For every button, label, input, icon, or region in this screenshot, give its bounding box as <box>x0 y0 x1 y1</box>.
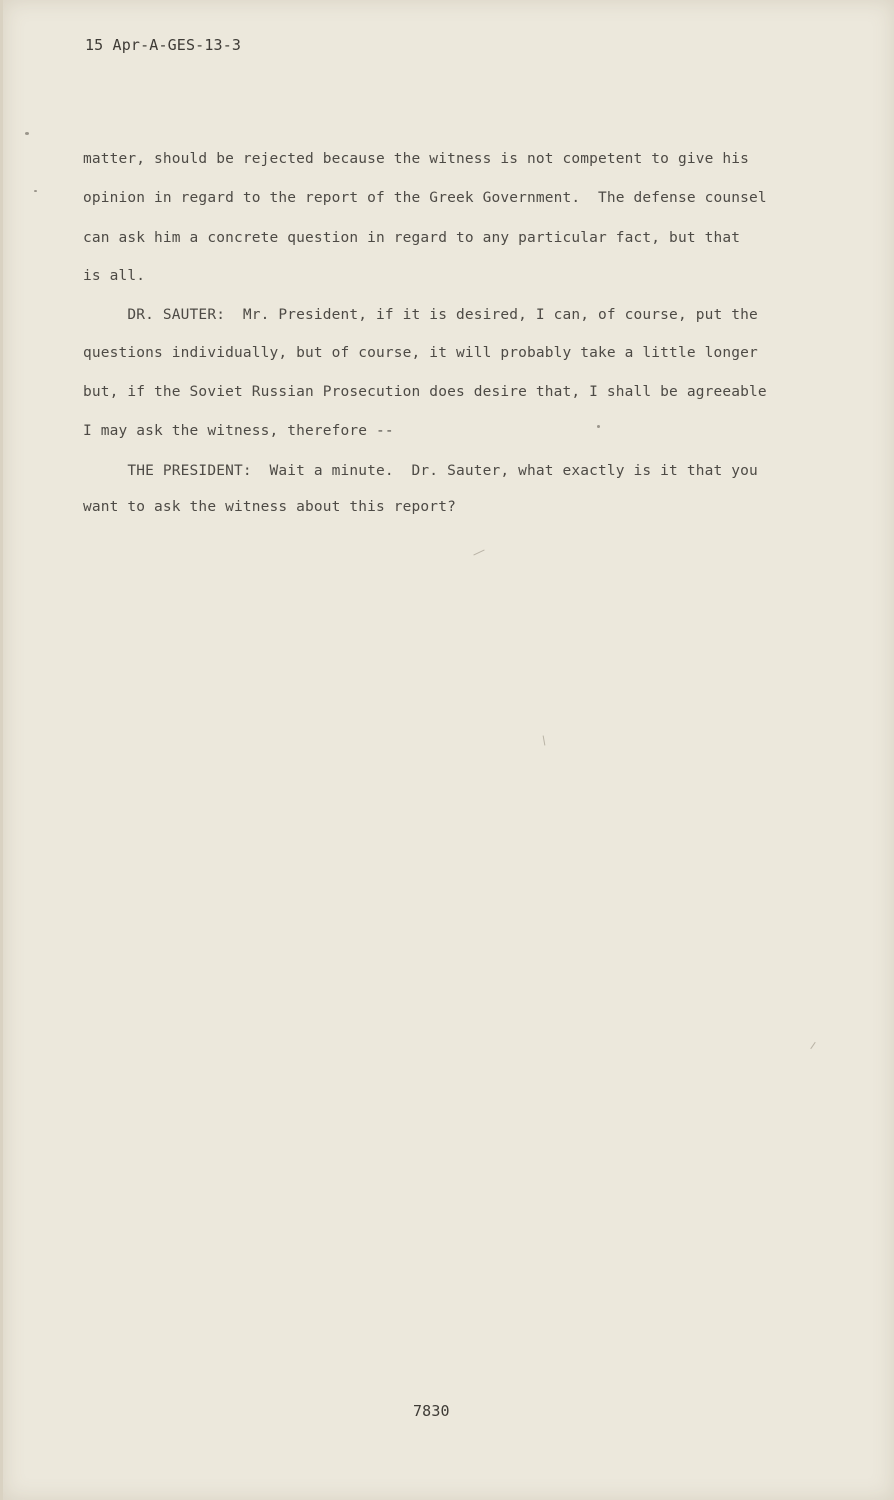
document-header: 15 Apr-A-GES-13-3 <box>85 36 242 54</box>
body-line-10: want to ask the witness about this report? <box>83 499 456 515</box>
body-line-4: is all. <box>83 268 146 284</box>
paper-speck <box>597 425 600 428</box>
body-line-6: questions individually, but of course, it will probably take a little longer <box>83 345 758 361</box>
paper-scratch <box>473 550 484 556</box>
paper-scratch <box>810 1042 815 1049</box>
body-line-9: THE PRESIDENT: Wait a minute. Dr. Sauter, what exactly is it that you <box>83 463 758 479</box>
paper-speck <box>25 132 29 135</box>
paper-speck <box>34 190 37 192</box>
body-line-5: DR. SAUTER: Mr. President, if it is desired, I can, of course, put the <box>83 307 758 323</box>
body-line-1: matter, should be rejected because the witness is not competent to give his <box>83 151 749 167</box>
body-line-3: can ask him a concrete question in regard to any particular fact, but that <box>83 230 741 246</box>
body-line-2: opinion in regard to the report of the Greek Government. The defense counsel <box>83 190 767 206</box>
page-number: 7830 <box>413 1402 450 1420</box>
body-line-7: but, if the Soviet Russian Prosecution does desire that, I shall be agreeable <box>83 384 767 400</box>
body-line-8: I may ask the witness, therefore -- <box>83 423 394 439</box>
paper-scratch <box>543 735 546 745</box>
